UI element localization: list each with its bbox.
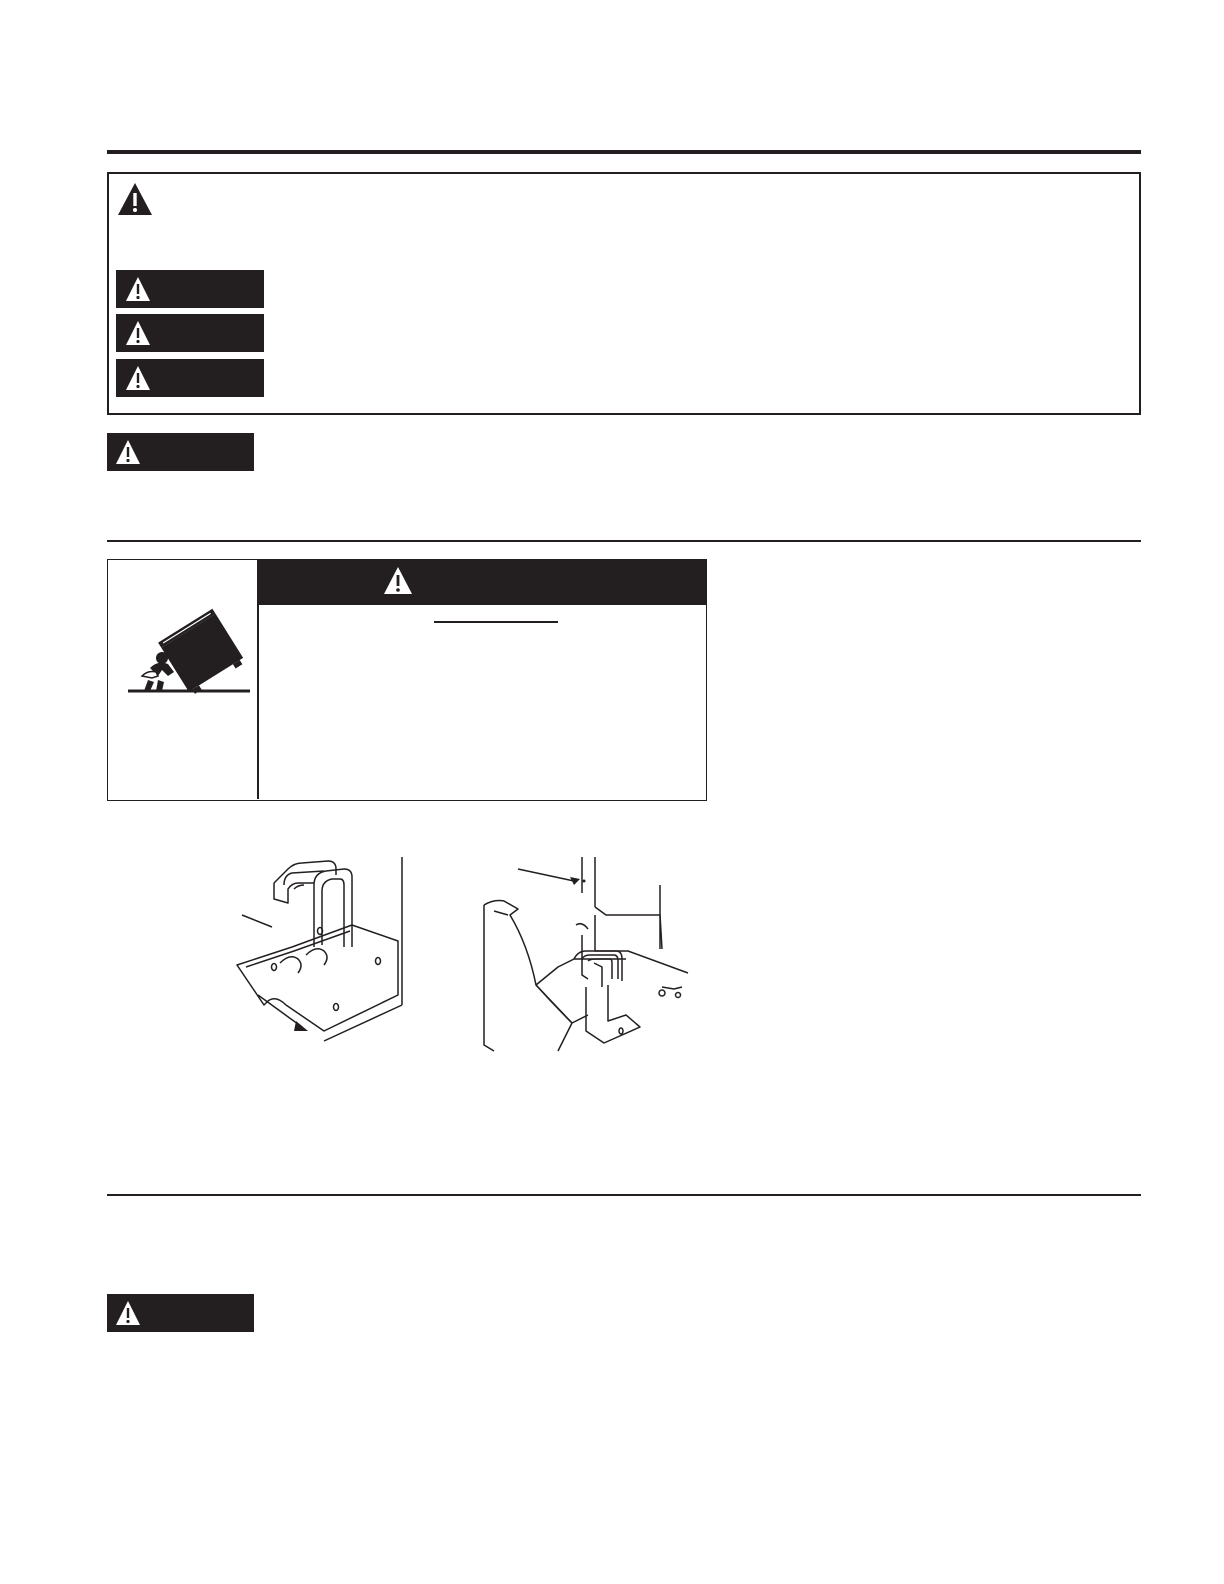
warning-triangle-icon (117, 182, 153, 216)
warning-triangle-icon (115, 1300, 141, 1326)
warning-triangle-icon (383, 566, 413, 595)
tip-over-warning-panel (107, 559, 707, 801)
signal-label-warning (116, 314, 264, 352)
top-rule (107, 150, 1141, 154)
section-rule-2 (107, 1194, 1141, 1196)
bottom-warning-label (107, 1294, 254, 1332)
anti-tip-bracket-figure (232, 855, 412, 1047)
warning-triangle-icon (125, 320, 151, 346)
safety-information-box (107, 172, 1141, 415)
signal-label-caution (116, 359, 264, 397)
bracket-installed-figure (478, 855, 693, 1055)
warning-triangle-icon (125, 276, 151, 302)
warning-triangle-icon (115, 439, 141, 465)
tip-over-child-pictogram-icon (122, 600, 252, 700)
panel-underline (434, 621, 558, 623)
signal-label-danger (116, 270, 264, 308)
tip-over-panel-header (259, 560, 706, 605)
section-rule-1 (107, 540, 1141, 542)
warning-triangle-icon (125, 365, 151, 391)
standalone-warning-label (107, 433, 254, 471)
